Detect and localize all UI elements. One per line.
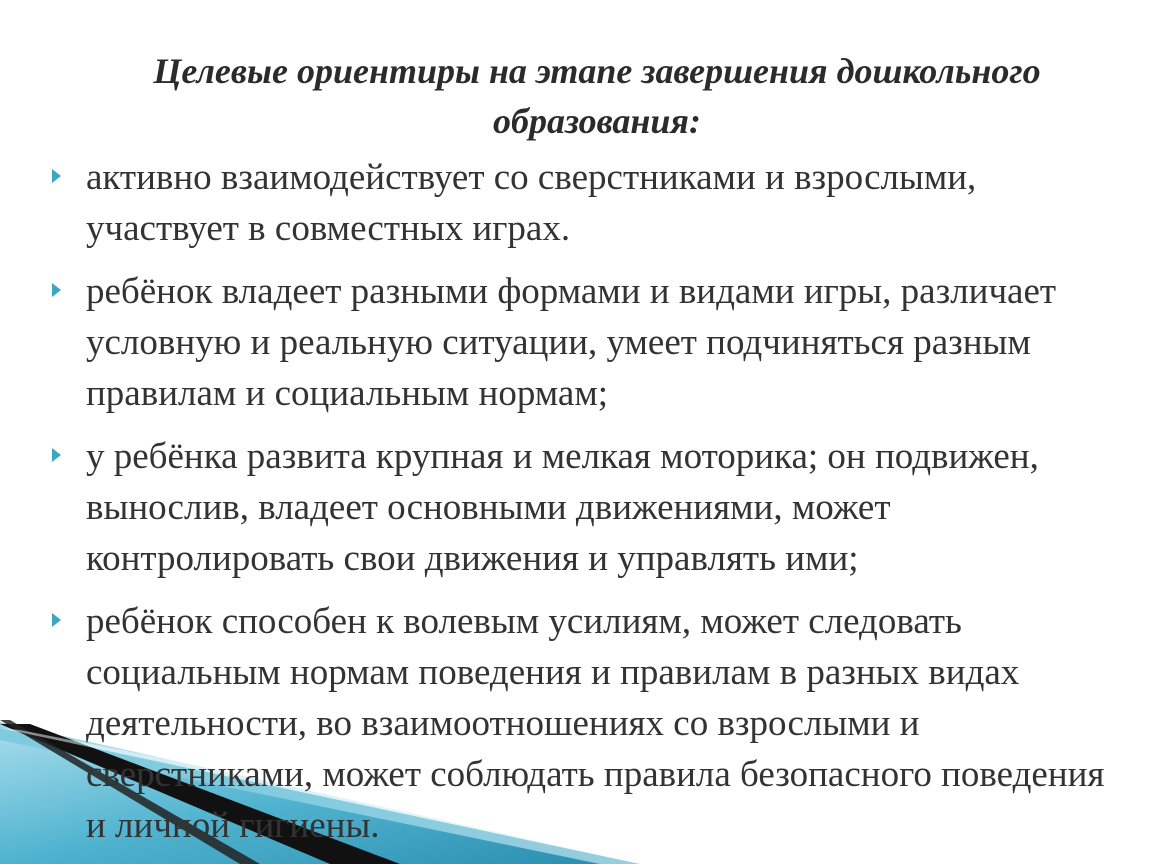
bullet-text: ребёнок способен к волевым усилиям, может следовать социальным нормам поведения и правилам в разных видах деятельности, во взаимоотношениях со взрослыми и сверстниками, может соблюдать правила безопасного поведения и личной гигиены. bbox=[86, 601, 1105, 846]
bullet-item bbox=[52, 152, 1122, 254]
triangle-right-icon bbox=[52, 169, 61, 183]
bullet-item bbox=[52, 266, 1122, 419]
triangle-right-icon bbox=[52, 448, 61, 462]
bullet-list bbox=[52, 152, 1122, 851]
bullet-text: активно взаимодействует со сверстниками и взрослыми, участвует в совместных играх. bbox=[86, 157, 977, 249]
triangle-right-icon bbox=[52, 613, 61, 627]
slide-content bbox=[52, 46, 1122, 863]
slide-title: Целевые ориентиры на этапе завершения дошкольного образования: bbox=[153, 51, 1041, 141]
bullet-item bbox=[52, 596, 1122, 851]
bullet-text: ребёнок владеет разными формами и видами игры, различает условную и реальную ситуации, умеет подчиняться разным правилам и социальным нормам; bbox=[86, 271, 1057, 414]
bullet-item bbox=[52, 431, 1122, 584]
bullet-text: у ребёнка развита крупная и мелкая моторика; он подвижен, вынослив, владеет основными движениями, может контролировать свои движения и управлять ими; bbox=[86, 436, 1039, 579]
triangle-right-icon bbox=[52, 283, 61, 297]
